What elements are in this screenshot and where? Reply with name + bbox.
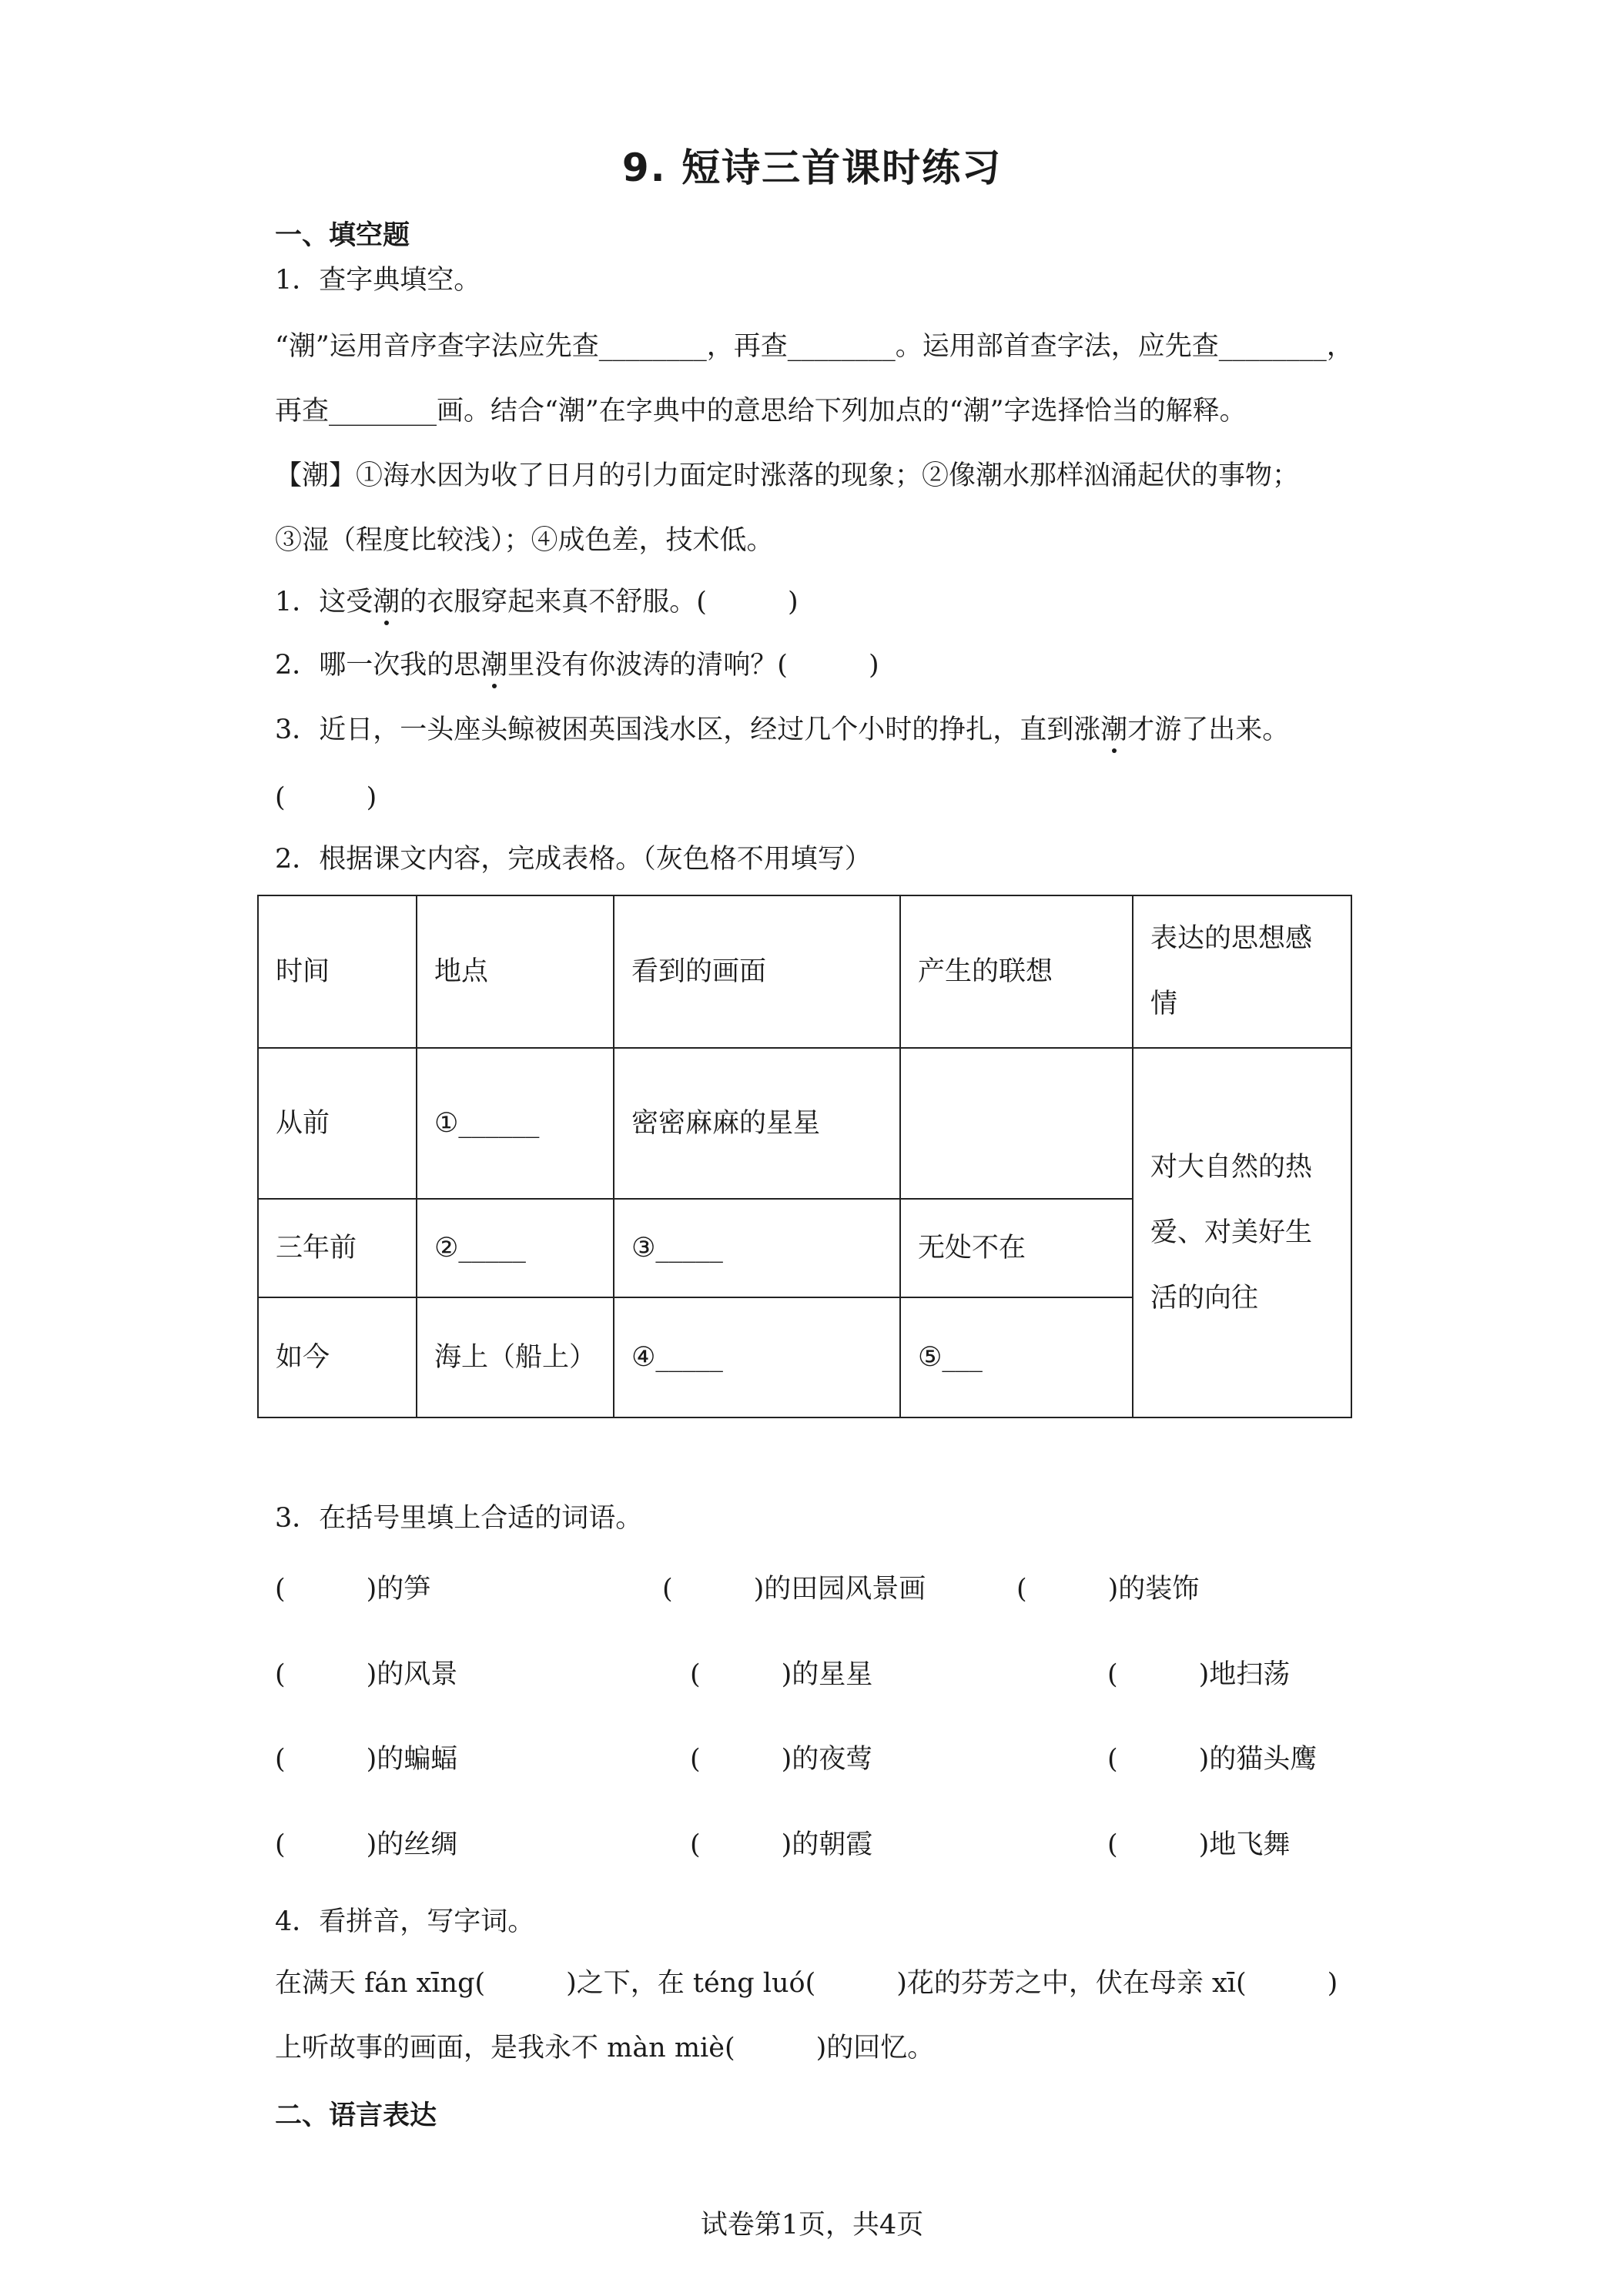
fill-item: ( )地扫荡 [1107,1659,1291,1690]
question-4-line-1: 在满天 fán xīng( )之下，在 téng luó( )花的芬芳之中，伏在母亲 xī( ) [275,1968,1338,1999]
sub-question-3: 3．近日，一头座头鲸被困英国浅水区，经过几个小时的挣扎，直到涨潮才游了出来。 [275,715,1290,745]
page-title: 9. 短诗三首课时练习 [621,146,1003,190]
table-header: 地点 [417,895,614,1048]
question-1-line-2: 再查________画。结合“潮”在字典中的意思给下列加点的“潮”字选择恰当的解释。 [275,396,1247,427]
table-cell: ⑤___ [900,1297,1133,1417]
section-heading-fill-blank: 一、填空题 [275,220,410,251]
fill-item: ( )的猫头鹰 [1107,1744,1318,1775]
question-2-label: 2．根据课文内容，完成表格。（灰色格不用填写） [275,844,872,875]
fill-item: ( )的星星 [690,1659,873,1690]
feeling-cell: 对大自然的热 爱、对美好生 活的向往 [1133,1048,1351,1417]
table-cell: 如今 [258,1297,417,1417]
table-cell: 海上（船上） [417,1297,614,1417]
table-cell: ③_____ [614,1199,900,1297]
fill-item: ( )的风景 [275,1659,458,1690]
sub-question-3-answer-paren: ( ) [275,782,377,813]
dictionary-definition-line-1: 【潮】①海水因为收了日月的引力面定时涨落的现象；②像潮水那样汹涌起伏的事物； [275,460,1300,491]
question-4-line-2: 上听故事的画面，是我永不 màn miè( )的回忆。 [275,2033,935,2063]
fill-item: ( )的装饰 [1016,1574,1200,1605]
dictionary-definition-line-2: ③湿（程度比较浅）；④成色差，技术低。 [275,525,774,556]
table-header: 表达的思想感 情 [1133,895,1351,1048]
question-1-line-1: “潮”运用音序查字法应先查________，再查________。运用部首查字法，应先查________， [275,331,1354,362]
fill-item: ( )的朝霞 [690,1829,873,1860]
table-header: 看到的画面 [614,895,900,1048]
question-1-label: 1．查字典填空。 [275,265,481,296]
table-cell: 从前 [258,1048,417,1199]
table-cell: 无处不在 [900,1199,1133,1297]
fill-item: ( )的丝绸 [275,1829,458,1860]
dotted-char: 潮 [373,587,400,618]
table-header: 时间 [258,895,417,1048]
table-cell: ①______ [417,1048,614,1199]
page-footer: 试卷第1页，共4页 [700,2210,924,2241]
table-cell [900,1048,1133,1199]
fill-item: ( )的蝙蝠 [275,1744,458,1775]
table-cell: 三年前 [258,1199,417,1297]
dotted-char: 潮 [1100,715,1128,745]
fill-item: ( )的笋 [275,1574,431,1605]
fill-item: ( )的夜莺 [690,1744,873,1775]
fill-item: ( )地飞舞 [1107,1829,1291,1860]
table-header: 产生的联想 [900,895,1133,1048]
question-3-label: 3．在括号里填上合适的词语。 [275,1503,643,1534]
sub-question-1: 1．这受潮的衣服穿起来真不舒服。( ) [275,587,799,618]
fill-item: ( )的田园风景画 [662,1574,926,1605]
answer-table [257,895,1352,1418]
table-cell: ②_____ [417,1199,614,1297]
dotted-char: 潮 [481,650,508,681]
question-4-label: 4．看拼音，写字词。 [275,1906,535,1937]
table-cell: 密密麻麻的星星 [614,1048,900,1199]
sub-question-2: 2．哪一次我的思潮里没有你波涛的清响？( ) [275,650,879,681]
section-heading-language: 二、语言表达 [275,2100,437,2131]
table-cell: ④_____ [614,1297,900,1417]
